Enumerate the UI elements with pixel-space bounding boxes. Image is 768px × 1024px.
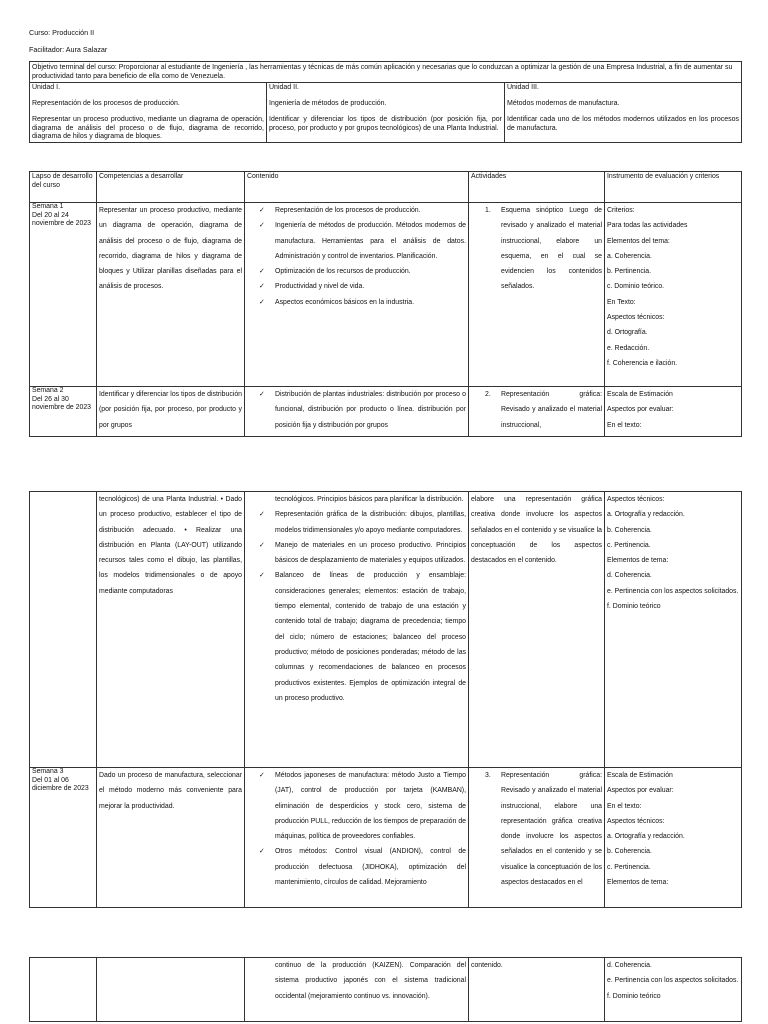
- content-item: ✓ Representación gráfica de la distribución: dibujos, plantillas, modelos tridimensionales y/o apoyo mediante computadores.: [275, 507, 466, 538]
- unit-1: [30, 83, 267, 143]
- content-item: ✓ Otros métodos: Control visual (ANDION), control de producción defectuosa (JIDHOKA), optimización del mantenimiento, círculos de calidad. Mejoramiento: [275, 844, 466, 890]
- check-icon: ✓: [259, 283, 265, 291]
- content-item: ✓ Métodos japoneses de manufactura: método Justo a Tiempo (JAT), control de producción por tarjeta (KAMBAN), eliminación de desperdicios y stock cero, sistema de producción PULL, reducción de los tiempos de preparación de máquinas, política de proveedores confiables.: [275, 768, 466, 844]
- header-actividades: Actividades: [469, 172, 605, 203]
- plan-table-part-1: [29, 171, 742, 437]
- check-icon: ✓: [259, 572, 265, 580]
- check-icon: ✓: [259, 848, 265, 856]
- unit-title: Unidad I.: [32, 84, 61, 91]
- activity-item: 3. Representación gráfica: Revisado y analizado el material instruccional, elabore una representación gráfica creativa donde involucre los aspectos señalados en el contenido y se visualice la conceptuación de los aspectos destacados en el: [485, 772, 602, 887]
- unit-name: Ingeniería de métodos de producción.: [269, 100, 387, 108]
- week1-contenido: [245, 203, 469, 387]
- content-item: ✓ Distribución de plantas industriales: distribución por proceso o funcional, distribución por producto o línea. distribución por posición fija y distribución por grupos: [275, 387, 466, 433]
- week3-lapso-cont: [30, 958, 97, 1022]
- week3-actividades-cont: contenido.: [469, 958, 605, 1022]
- week3-lapso: [30, 768, 97, 908]
- week2-actividades-cont: elabore una representación gráfica creativa donde involucre los aspectos señalados en el contenido y se visualice la conceptuación de los aspectos destacados en el contenido.: [469, 492, 605, 768]
- week3-instrumento: Escala de Estimación Aspectos por evaluar: En el texto: Aspectos técnicos: a. Ortografía y redacción. b. Coherencia. c. Pertinencia. Elementos de tema:: [605, 768, 742, 908]
- header-competencias: Competencias a desarrollar: [97, 172, 245, 203]
- week1-lapso: [30, 203, 97, 387]
- week2-lapso-cont: [30, 492, 97, 768]
- unit-title: Unidad III.: [507, 84, 539, 91]
- week-dates: Del 01 al 06 diciembre de 2023: [32, 776, 89, 792]
- content-item: ✓ Manejo de materiales en un proceso productivo. Principios básicos de desplazamiento de materiales y equipos utilizados.: [275, 538, 466, 569]
- unit-name: Métodos modernos de manufactura.: [507, 100, 620, 108]
- content-item: ✓ Aspectos económicos básicos en la industria.: [275, 295, 466, 310]
- week2-instrumento-cont: Aspectos técnicos: a. Ortografía y redacción. b. Coherencia. c. Pertinencia. Elementos de tema: d. Coherencia. e. Pertinencia con los aspectos solicitados. f. Dominio teórico: [605, 492, 742, 768]
- activity-item: 2. Representación gráfica: Revisado y analizado el material instruccional,: [485, 391, 602, 429]
- week1-instrumento: Criterios: Para todas las actividades Elementos del tema: a. Coherencia. b. Pertinencia. c. Dominio teórico. En Texto: Aspectos técnicos: d. Ortografía. e. Redacción. f. Coherencia e ilación.: [605, 203, 742, 387]
- header-instrumento: Instrumento de evaluación y criterios: [605, 172, 742, 203]
- units-table: [29, 61, 742, 143]
- week2-lapso: [30, 387, 97, 437]
- course-objective: Objetivo terminal del curso: Proporcionar al estudiante de Ingeniería , las herramientas y técnicas de más común aplicación y necesarias que lo conduzcan a optimizar la gestión de una Empresa Industrial, a fin de aumentar su productividad tanto para beneficio de ella como de Venezuela.: [30, 62, 742, 83]
- week-label: Semana 2: [32, 387, 64, 394]
- week-dates: Del 20 al 24 noviembre de 2023: [32, 211, 91, 227]
- plan-table-part-3: [29, 957, 742, 1022]
- plan-table-part-2: [29, 491, 742, 908]
- facilitator-name: Facilitador: Aura Salazar: [29, 45, 108, 54]
- check-icon: ✓: [259, 541, 265, 549]
- header-contenido: Contenido: [245, 172, 469, 203]
- check-icon: ✓: [259, 222, 265, 230]
- week2-competencias: Identificar y diferenciar los tipos de distribución (por posición fija, por proceso, por producto y por grupos: [97, 387, 245, 437]
- week-label: Semana 3: [32, 768, 64, 775]
- week1-competencias: Representar un proceso productivo, mediante un diagrama de operación, diagrama de análisis del proceso o de flujo, diagrama de recorrido, diagrama de hilos y diagrama de bloques y Utilizar planillas diseñadas para el análisis de procesos.: [97, 203, 245, 387]
- check-icon: ✓: [259, 268, 265, 276]
- content-item: ✓ Representación de los procesos de producción.: [275, 203, 466, 218]
- week2-competencias-cont: tecnológicos) de una Planta Industrial. • Dado un proceso productivo, establecer el tipo de distribución adecuado. • Realizar una distribución en Planta (LAY-OUT) utilizando recursos tales como el dibujo, las plantillas, los modelos tridimensionales o de apoyo mediante computadoras: [97, 492, 245, 768]
- week3-instrumento-cont: d. Coherencia. e. Pertinencia con los aspectos solicitados. f. Dominio teórico: [605, 958, 742, 1022]
- week3-actividades: [469, 768, 605, 908]
- unit-desc: Representar un proceso productivo, mediante un diagrama de operación, diagrama de análisis del proceso o de flujo, diagrama de recorrido, diagrama de hilos y diagrama de bloques.: [32, 116, 264, 140]
- content-item: ✓ Ingeniería de métodos de producción. Métodos modernos de manufactura. Herramientas para el análisis de datos. Administración y control de inventarios. Planificación.: [275, 218, 466, 264]
- unit-2: [267, 83, 505, 143]
- unit-3: [505, 83, 742, 143]
- week3-competencias-cont: [97, 958, 245, 1022]
- unit-desc: Identificar cada uno de los métodos modernos utilizados en los procesos de manufactura.: [507, 116, 740, 132]
- unit-desc: Identificar y diferenciar los tipos de distribución (por posición fija, por proceso, por producto y por grupos tecnológicos) de una Planta Industrial.: [269, 116, 502, 132]
- week-label: Semana 1: [32, 203, 64, 210]
- content-item: ✓ Productividad y nivel de vida.: [275, 279, 466, 294]
- check-icon: ✓: [259, 772, 265, 779]
- week2-contenido: [245, 387, 469, 437]
- content-item: ✓ Balanceo de líneas de producción y ensamblaje: consideraciones generales; elementos: estación de trabajo, tiempo elemental, contenido de trabajo de una estación y contenido total de trabajo; diagrama de precedencia; tiempo del ciclo; número de estaciones; balanceo del proceso productivo; método de posiciones ponderadas; método de las columnas y recomendaciones de balanceo en procesos productivos existentes. Ejemplos de optimización integral de un proceso productivo.: [275, 568, 466, 706]
- check-icon: ✓: [259, 298, 265, 306]
- week2-contenido-cont: tecnológicos. Principios básicos para planificar la distribución. ✓ Representación gráfica de la distribución: dibujos, plantillas, modelos tridimensionales y/o apoyo mediante computadores. ✓ Manejo de materiales en un proceso productivo. Principios básicos de desplazamiento de materiales y equipos utilizados. ✓ Balanceo de líneas de producción y ensamblaje: consideraciones generales; elementos: estación de trabajo, tiempo elemental, contenido de trabajo de una estación y contenido total de trabajo; diagrama de precedencia; tiempo del ciclo; número de estaciones; balanceo del proceso productivo; método de posiciones ponderadas; método de las columnas y recomendaciones de balanceo en procesos productivos existentes. Ejemplos de optimización integral de un proceso productivo.: [245, 492, 469, 768]
- week3-contenido-cont: continuo de la producción (KAIZEN). Comparación del sistema productivo japonés con el sistema tradicional occidental (mejoramiento continuo vs. innovación).: [245, 958, 469, 1022]
- activity-item: 1. Esquema sinóptico Luego de revisado y analizado el material instruccional, elabore un esquema, en el cual se evidencien los contenidos señalados.: [485, 207, 602, 291]
- unit-title: Unidad II.: [269, 84, 299, 91]
- week-dates: Del 26 al 30 noviembre de 2023: [32, 395, 91, 411]
- check-icon: ✓: [259, 511, 265, 519]
- week2-instrumento: Escala de Estimación Aspectos por evaluar: En el texto:: [605, 387, 742, 437]
- course-title: Curso: Producción II: [29, 28, 95, 37]
- week3-contenido: [245, 768, 469, 908]
- check-icon: ✓: [259, 207, 265, 214]
- content-item: ✓ Optimización de los recursos de producción.: [275, 264, 466, 279]
- header-lapso: Lapso de desarrollo del curso: [30, 172, 97, 203]
- unit-name: Representación de los procesos de producción.: [32, 100, 180, 108]
- check-icon: ✓: [259, 391, 265, 398]
- week2-actividades: [469, 387, 605, 437]
- week1-actividades: [469, 203, 605, 387]
- week3-competencias: Dado un proceso de manufactura, seleccionar el método moderno más conveniente para mejorar la productividad.: [97, 768, 245, 908]
